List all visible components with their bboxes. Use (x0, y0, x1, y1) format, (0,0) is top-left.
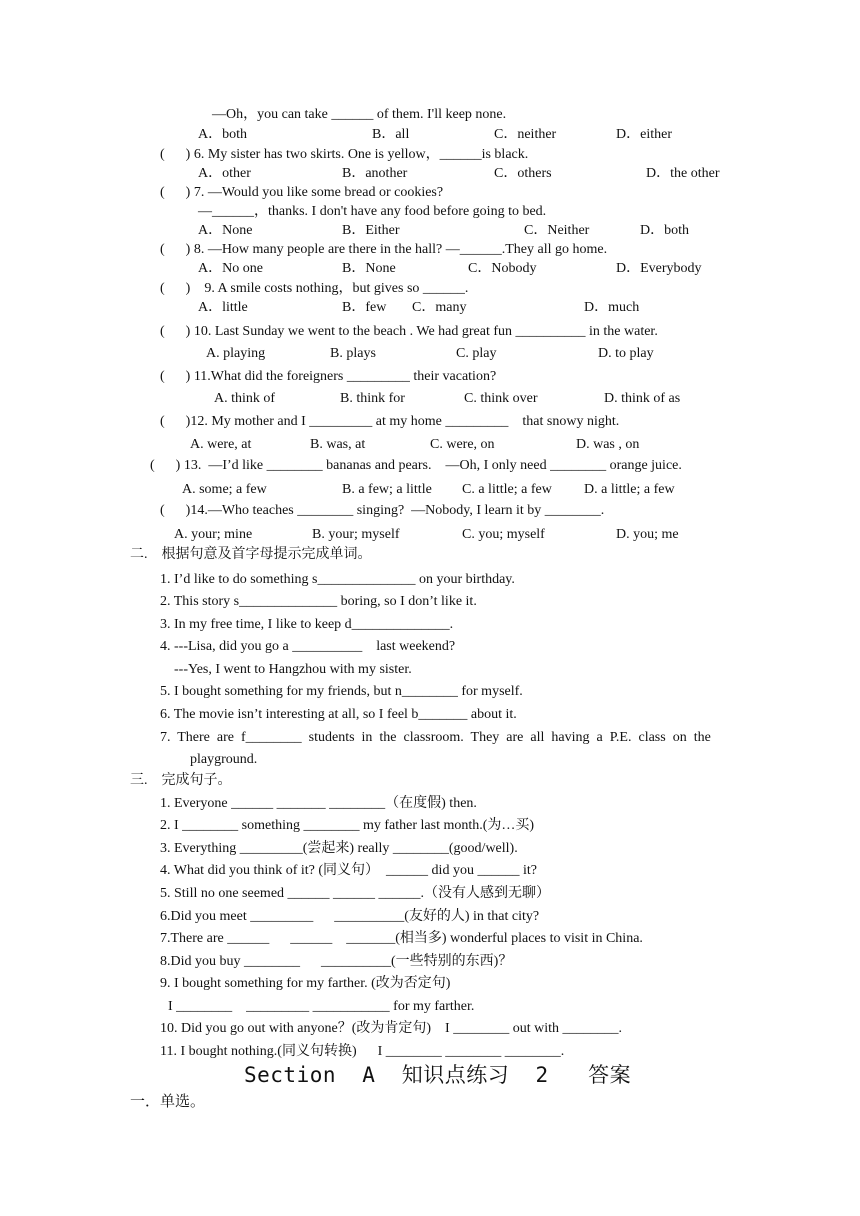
q14-option-b: B. your; myself (312, 527, 400, 542)
section-3-heading: 三. 完成句子。 (130, 773, 232, 788)
q11-option-d: D. think of as (604, 391, 681, 406)
q6-option-d: D．the other (646, 166, 720, 181)
fill-word-7-cont: playground. (190, 752, 258, 767)
q9-option-d: D．much (584, 300, 640, 315)
question-11: ( ) 11.What did the foreigners _________ their vacation? (160, 369, 497, 384)
q11-option-a: A. think of (214, 391, 276, 406)
question-12: ( )12. My mother and I _________ at my home _________ that snowy night. (160, 414, 620, 429)
q11-option-c: C. think over (464, 391, 538, 406)
q11-option-b: B. think for (340, 391, 405, 406)
question-9: ( ) 9. A smile costs nothing，but gives so ______. (160, 281, 469, 296)
sentence-6: 6.Did you meet _________ __________(友好的人) in that city? (160, 909, 540, 924)
fill-word-1: 1. I’d like to do something s______________ on your birthday. (160, 572, 515, 587)
q9-option-c: C．many (412, 300, 467, 315)
q5-option-c: C．neither (494, 127, 557, 142)
fill-word-4-reply: ---Yes, I went to Hangzhou with my sister. (174, 662, 412, 677)
q9-option-b: B．few (342, 300, 387, 315)
q6-option-a: A．other (198, 166, 251, 181)
q12-option-d: D. was , on (576, 437, 640, 452)
q10-option-c: C. play (456, 346, 497, 361)
fill-word-2: 2. This story s______________ boring, so I don’t like it. (160, 594, 477, 609)
q10-option-a: A. playing (206, 346, 266, 361)
question-6: ( ) 6. My sister has two skirts. One is yellow，______is black. (160, 147, 529, 162)
sentence-2: 2. I ________ something ________ my father last month.(为…买) (160, 818, 535, 833)
answer-section-title: Section A 知识点练习 2 答案 (244, 1063, 632, 1087)
q9-option-a: A．little (198, 300, 248, 315)
section-2-heading: 二. 根据句意及首字母提示完成单词。 (130, 547, 372, 562)
question-8: ( ) 8. —How many people are there in the hall? —______.They all go home. (160, 242, 608, 257)
question-14: ( )14.—Who teaches ________ singing? —Nobody, I learn it by ________. (160, 503, 605, 518)
q6-option-b: B．another (342, 166, 408, 181)
q5-reply: —Oh，you can take ______ of them. I'll keep none. (212, 107, 507, 122)
sentence-3: 3. Everything _________(尝起来) really ________(good/well). (160, 841, 518, 856)
q13-option-a: A. some; a few (182, 482, 267, 497)
sentence-4: 4. What did you think of it? (同义句） ______ did you ______ it? (160, 863, 537, 878)
q5-option-a: A．both (198, 127, 247, 142)
q12-option-b: B. was, at (310, 437, 366, 452)
q7-option-d: D．both (640, 223, 689, 238)
sentence-1: 1. Everyone ______ _______ ________（在度假) then. (160, 796, 477, 811)
q13-option-c: C. a little; a few (462, 482, 552, 497)
q12-option-a: A. were, at (190, 437, 252, 452)
fill-word-4: 4. ---Lisa, did you go a __________ last weekend? (160, 639, 456, 654)
q13-option-b: B. a few; a little (342, 482, 432, 497)
q5-option-b: B．all (372, 127, 410, 142)
question-7: ( ) 7. —Would you like some bread or cookies? (160, 185, 444, 200)
sentence-9: 9. I bought something for my farther. (改为否定句) (160, 976, 451, 991)
q6-option-c: C．others (494, 166, 552, 181)
sentence-5: 5. Still no one seemed ______ ______ ______.（没有人感到无聊） (160, 886, 551, 901)
sentence-9-answer: I ________ _________ ___________ for my farther. (168, 999, 475, 1014)
fill-word-3: 3. In my free time, I like to keep d______________. (160, 617, 454, 632)
q10-option-b: B. plays (330, 346, 376, 361)
fill-word-6: 6. The movie isn’t interesting at all, so I feel b_______ about it. (160, 707, 517, 722)
q8-option-c: C．Nobody (468, 261, 537, 276)
sentence-11: 11. I bought nothing.(同义句转换) I ________ ________ ________. (160, 1044, 565, 1059)
q14-option-d: D. you; me (616, 527, 679, 542)
sentence-10: 10. Did you go out with anyone？(改为肯定句) I ________ out with ________. (160, 1021, 622, 1036)
q10-option-d: D. to play (598, 346, 654, 361)
q12-option-c: C. were, on (430, 437, 495, 452)
q14-option-a: A. your; mine (174, 527, 253, 542)
q7-option-a: A．None (198, 223, 253, 238)
q8-option-a: A．No one (198, 261, 263, 276)
q7-option-b: B．Either (342, 223, 400, 238)
fill-word-7: 7. There are f________ students in the classroom. They are all having a P.E. class on the (160, 730, 711, 745)
q13-option-d: D. a little; a few (584, 482, 675, 497)
q7-reply: —______，thanks. I don't have any food before going to bed. (198, 204, 547, 219)
q8-option-b: B．None (342, 261, 396, 276)
question-10: ( ) 10. Last Sunday we went to the beach . We had great fun __________ in the water. (160, 324, 658, 339)
q5-option-d: D．either (616, 127, 672, 142)
question-13: ( ) 13. —I’d like ________ bananas and pears. —Oh, I only need ________ orange juice. (150, 458, 682, 473)
q8-option-d: D．Everybody (616, 261, 702, 276)
sentence-7: 7.There are ______ ______ _______(相当多) wonderful places to visit in China. (160, 931, 643, 946)
answer-part-1-heading: 一．单选。 (130, 1094, 206, 1110)
sentence-8: 8.Did you buy ________ __________(一些特别的东西)？ (160, 954, 513, 969)
fill-word-5: 5. I bought something for my friends, but n________ for myself. (160, 684, 523, 699)
q7-option-c: C．Neither (524, 223, 590, 238)
q14-option-c: C. you; myself (462, 527, 545, 542)
